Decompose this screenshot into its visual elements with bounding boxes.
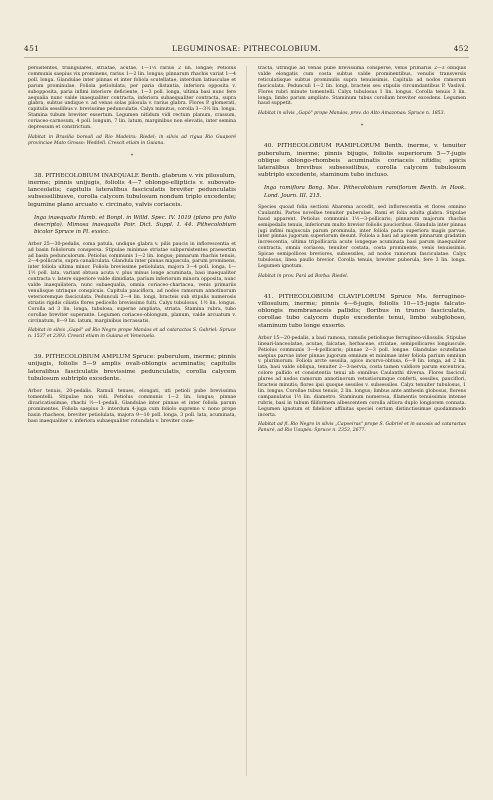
species-38-habitat: Habitat in silvis „Gapó" ad Rio Negro prope Manáos et ad cataractas S. Gabriel: Spruce n. 1537 et 2393. Crescit etiam in Guiana et Venezuela.	[28, 328, 236, 340]
page-number-right: 452	[453, 44, 469, 53]
species-40-synonyms: Inga ramiflora Bong. Mss. Pithecolobium ramiflorum Benth. in Hook. Lond. Journ. III. 215.	[264, 185, 466, 199]
column-divider	[246, 66, 247, 776]
species-38-description: Arbor 25—30-pedalis, coma patula, undique glabra v. pilis paucis in inflorescentia et ad basin foliolorum conspersa. Stipulae minimae striatae subpersistentes praesertim ad basin pedunculorum. Petiolus communis 1—2 lin. longus; pinnarum rhachis tenuis, 2—4-pollicaris, supra canaliculata. Glandula inter pinnas majuscula, parum prominens, inter foliola ultima minor. Foliola brevissime petiolulata, majora 3—4 poll. longa, 1—1½ poll. lata, variant obtusa acuta v. plus minus longe acuminata, basi inaequaliter contracta v. latere superiore valde dimidiata, parium inferiorum minora opposita, nunc valde inaequilatera, nunc subaequalia, omnia coriaceo-chartacea, venis primariis venulisque utrinque conspicuis. Capitula pauciflora, ad nodos ramorum annotinorum veterioremque fasciculata. Pedunculi 2—4 lin. longi, bracteis sub stipulis numerosis striatis rigidis ciliatis flores pedicello brevissimo fulti. Calyx tubulosus, 1½ lin. longus. Corolla ad 3 lin. longa, tubulosa, superne ampliata, striata. Stamina rubra, tubo corollae breviter superante. Legumen coriaceo-oblongum, planum, valde arcuatum v. circinatum, 8—9 lin. latum, marginibus incrassatis.	[28, 241, 236, 324]
species-39-diagnosis: 39. PITHECOLOBIUM AMPLUM Spruce: puberulum, inerme; pinnis unijugis, foliolis 5—9 amplis ovali-oblongis acuminatis; capitulis lateralibus fasciculatis brevissime pedunculatis, corolla calycem tubulosum subtriplo excedente.	[28, 354, 236, 382]
continued-description: persistentes, triangulares, striatae, acutae, 1—1½ rarius 2 lin. longae; Petiolus communis saepius vix prominens, rarius 1—2 lin. longus; pinnarum rhachis variat 1—4 poll. longa. Glandulae inter pinnas et inter foliola scutellatae, interdum latiusculae et parum prominulae. Foliola petiolulata, per paria distantia, inferiora opposita v. subopposita, paria infimi interiore deficiente, 1—3 poll. longa, ultima basi nunc fere aequalia nunc valde inaequaliter contracta, inferiora subaequaliter contracta, supra glabra, subtus undique v. ad venas solas pilosula v. rarius glabra. Flores P. glomerati, capitulis sessilibus v. brevissime pedunculatis. Calyx minutus, corolla 3—3½ lin. longa. Stamina tubum breviter exsertum. Legumen nitidum vidi rectum planum, crassum, coriaceo-carnosum, 4 poll. longum, 7 lin. latum, marginibus non elevatis, inter semina depressum et constrictum.	[28, 66, 236, 131]
species-40-description: Species quoad folia sectioni Abarema accedit, sed inflorescentia et flores omnino Caulanthi. Partes novellae tenuiter puberulae. Rami et folia adulta glabra. Stipulae haud apparent. Petiolus communis 1½—3-pollicaris; pinnarum majorum rhachis semipedalis tenuis, inferiorum multo brevior foliolis paucioribus. Glandula inter pinnas jugi infimi majuscula parum prominula, inter foliola paria superiora magis parvae, inter pinnas jugorum superiorum desunt. Foliola a basi ad apicem pinnarum gradatim increscentia, ultima tripollicaria acute longeque acuminata basi parum inaequaliter contracta, omnia coriacea, tenuiter costata, costa prominente, venis tenuissimis. Spicae semipollices breviores, subsessiles, ad nodos ramorum fasciculatae. Calyx tubulosus, linea paullo brevior. Corolla tenuis, breviter puberula, fere 3 lin. longa. Legumen ignotum.	[258, 204, 466, 269]
species-40-habitat: Habitat in prov. Pará ad Borba: Riedel.	[258, 273, 349, 279]
page-header	[24, 44, 469, 56]
species-39-description: Arbor tenuis, 20-pedalis. Ramuli tenues, elongati, uti petioli pube brevissima tomentelli. Stipulae non vidi. Petiolus communis 1—2 lin. longus; pinnae divaricatissimae, rhachi ½—1-pedali. Glandulae inter pinnas et inter foliola parum prominentes. Foliola saepius 3- interdum 4-juga cum foliolo supremo v. nono prope basin rhacheos, breviter petiolulata, majora 9—10 poll. longa, 3 poll. lata, acuminata, basi inaequaliter v. inferiora subaequaliter rotundata v. breviter cone-	[28, 389, 236, 424]
habitat-note: Habitat in silvis „Gapó" prope Manáos, prov. do Alto Amazonas: Spruce n. 1853.	[258, 111, 445, 117]
continued-description: tracta, utrinque ad venas pube brevissima consperse, venis primariis 2—3 obliquis valde elongatis cum costa subtus valde prominentibus, venulis transversis reticulatisque subtus prominulis supra tenuissimis. Capitula ad nodos ramorum fasciculata. Pedunculi 1—2 lin. longi, bracteis seu stipulis circumdantibus P. Vaslivii. Flores rubri minute tomentelli. Calyx tubulosus 1 lin. longus. Corolla tenuis 3 lin. longa, limbo parum ampliato. Staminum tubus corollam breviter excedens. Legumen haud suppetit.	[258, 66, 466, 107]
section-mark: *	[360, 123, 364, 130]
left-column	[28, 66, 236, 781]
right-column	[258, 66, 466, 781]
header-rule	[24, 57, 469, 58]
species-41-habitat: Habitat ad fl. Rio Negro in silvis „Capoeiras" prope S. Gabriel et in saxosis ad cataractas Panuré, ad Rio Uaupés: Spruce n. 2353, 2677.	[258, 422, 466, 434]
page-number-left: 451	[24, 44, 40, 53]
species-41-diagnosis: 41. PITHECOLOBIUM CLAVIFLORUM Spruce Ms. ferrugineo-villosulum, inerme; pinnis 4—6-jugis, foliolis 10—15-jugis falcato-oblongis membranaceis pallidis; floribus in trunco fasciculatis, corollae tubo calycem duplo excedente tenui, limbo subgloboso, staminum tubo longe exserto.	[258, 293, 466, 329]
species-38-diagnosis: 38. PITHECOLOBIUM INAEQUALE Benth. glabrum v. vix pilosulum, inerme; pinnis unijugis, foliolis 4—7 oblongo-ellipticis v. subovato-lanceolatis; capitulis lateralibus fasciculatis breviter pedunculatis subsessilibusve, corolla calycem tubulosum nondum triplo excedente; legumine plano arcuato v. circinato, valvis coriaceis.	[28, 172, 236, 208]
habitat-note: Habitat in Brasilia boreali ad Rio Madeira: Riedel; in silvis ad rigua Rio Guaporé provinciae Mato Grosso: Weddell. Crescit etiam in Guiana.	[28, 134, 236, 146]
species-38-synonyms: Inga inaequalis Humb. et Bonpl. in Willd. Spec. IV. 1019 (plano pro folio descripto). Mimosa inaequalis Poir. Dict. Suppl. I. 44. Pithecolobium bicolor Spruce in Pl. exsicc.	[34, 214, 236, 236]
species-40-diagnosis: 40. PITHECOLOBIUM RAMIFLORUM Benth. inerme, v. tenuiter puberulum, inerme; pinnis bijugis, foliolis superiorum 5—7-jugis oblique oblongo-rhombeis acuminatis coriaceis nitidis; spicis lateralibus brevibus subsessilibus, corolla calycem tubulosum subtriplo excedente, staminum tubo incluso.	[258, 143, 466, 179]
species-41-description: Arbor 15—20-pedalis, a basi ramosa, ramulis petiolisque ferrugineo-villosulis. Stipulae lineari-lanceolatae, acutae, falcatae, herbaceae, striatae, semipollicares longiuscule. Petiolus communis 3—4-pollicaris; pinnae 2—3 poll. longae. Glandulae scutellatae saepius parvae inter pinnas jugorum omnium et minimae inter foliola parium omnium v. plurimorum. Foliola arcte sessilia, apice incurvo-obtusa, 6—9 lin. longa, ad 2 lin. lata, basi valde obliqua, tenuiter 2—3-nervia, costa tamen valdiore parum excentrica, colore pallido et consistentia tenui ab omnibus Caulanthi diversa. Flores fasciculi plures ad nodos ramorum annotinorum vetustiorumque conferti, sessiles, pauciflori, bracteis minutis; flores ipsi quoque sessiles v. subsessiles. Calyx tenuiter tubulosus, 1 lin. longus. Corollae tubus tenuis, 2 lin. longus; limbus ante anthesin globosus, florens campanulatus 1½ lin. diametro. Staminum numerosa, filamentis tenuissimis intense rubris, basi in tubum filiformem albescentem corolla altiora duplo longiorem connata. Legumen ignotum et fidelicer affinitas speciei certum distinctissimae quodammodo incerta.	[258, 335, 466, 418]
section-mark: *	[130, 152, 134, 159]
running-title: LEGUMINOSAE: PITHECOLOBIUM.	[172, 44, 321, 53]
